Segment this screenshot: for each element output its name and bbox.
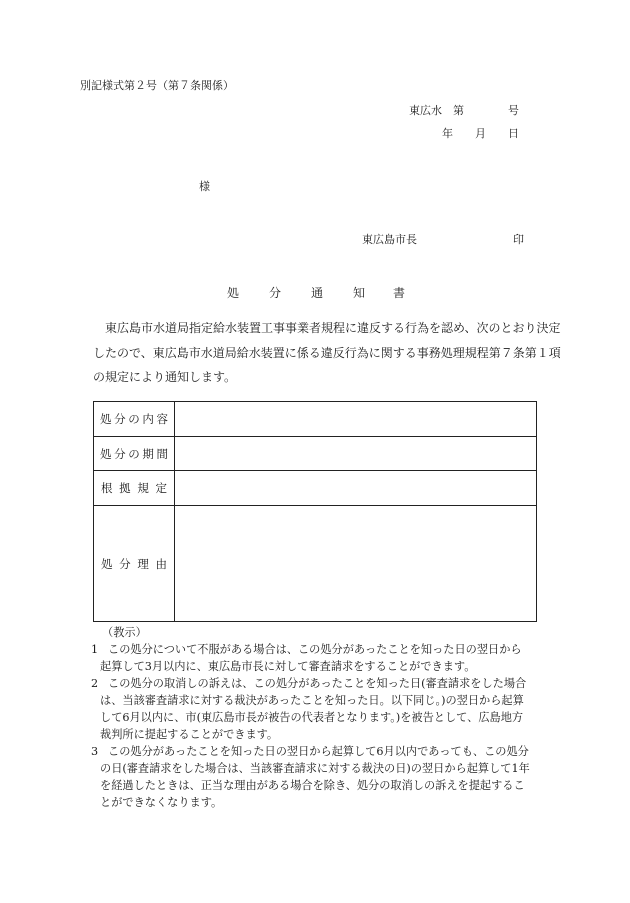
date-line: 年 月 日 (442, 127, 519, 140)
instruction-number: 3 (91, 745, 99, 758)
title-char: 書 (393, 286, 406, 300)
instruction-text: の日(審査請求をした場合は、当該審査請求に対する裁決の日)の翌日から起算して1年 (100, 762, 530, 775)
instructions-heading: （教示） (102, 626, 147, 639)
row-label-basis: 根 拠 規 定 (94, 471, 175, 506)
title-char: 分 (269, 286, 282, 300)
document-number: 東広水 第 号 (409, 104, 519, 117)
instruction-text: は、当該審査請求に対する裁決があったことを知った日。以下同じ。)の翌日から起算 (100, 694, 524, 707)
instruction-text: を経過したときは、正当な理由がある場合を除き、処分の取消しの訴えを提起するこ (100, 779, 525, 792)
instruction-text: 起算して3月以内に、東広島市長に対して審査請求をすることができます。 (100, 660, 476, 673)
body-line: 東広島市水道局指定給水装置工事事業者規程に違反する行為を認め、次のとおり決定 (93, 321, 561, 335)
body-line: したので、東広島市水道局給水装置に係る違反行為に関する事務処理規程第７条第１項 (93, 345, 561, 360)
table-row (94, 471, 537, 506)
title-char: 知 (353, 286, 366, 300)
recipient-honorific: 様 (199, 180, 210, 193)
instruction-text: この処分があったことを知った日の翌日から起算して6月以内であっても、この処分 (108, 745, 529, 758)
instruction-number: 1 (91, 643, 99, 656)
instruction-text: とができなくなります。 (100, 796, 223, 809)
instruction-number: 2 (91, 677, 99, 690)
table-row (94, 437, 537, 471)
instruction-item (93, 675, 551, 743)
table-row (94, 402, 537, 437)
form-label: 別記様式第２号（第７条関係） (80, 79, 234, 92)
sender-name: 東広島市長 (362, 233, 417, 246)
instruction-item (93, 743, 551, 811)
title-char: 通 (311, 286, 324, 300)
row-label-content: 処 分 の 内 容 (94, 402, 175, 437)
row-value-period[interactable] (175, 437, 537, 471)
instruction-text: この処分について不服がある場合は、この処分があったことを知った日の翌日から (108, 643, 522, 656)
instruction-item (93, 641, 551, 675)
instructions-section (93, 624, 551, 811)
instruction-text: して6月以内に、市(東広島市長が被告の代表者となります。)を被告として、広島地方 (100, 711, 524, 724)
row-value-reason[interactable] (175, 506, 537, 622)
seal-mark: 印 (513, 233, 524, 246)
row-label-reason: 処 分 理 由 (94, 506, 175, 622)
instruction-text: 裁判所に提起することができます。 (100, 728, 279, 741)
row-label-period: 処 分 の 期 間 (94, 437, 175, 471)
instruction-text: この処分の取消しの訴えは、この処分があったことを知った日(審査請求をした場合 (108, 677, 527, 690)
table-row (94, 506, 537, 622)
row-value-content[interactable] (175, 402, 537, 437)
disposition-table (93, 401, 537, 622)
title-char: 処 (227, 286, 240, 300)
body-paragraph (93, 316, 561, 390)
body-line: の規定により通知します。 (93, 370, 237, 384)
row-value-basis[interactable] (175, 471, 537, 506)
